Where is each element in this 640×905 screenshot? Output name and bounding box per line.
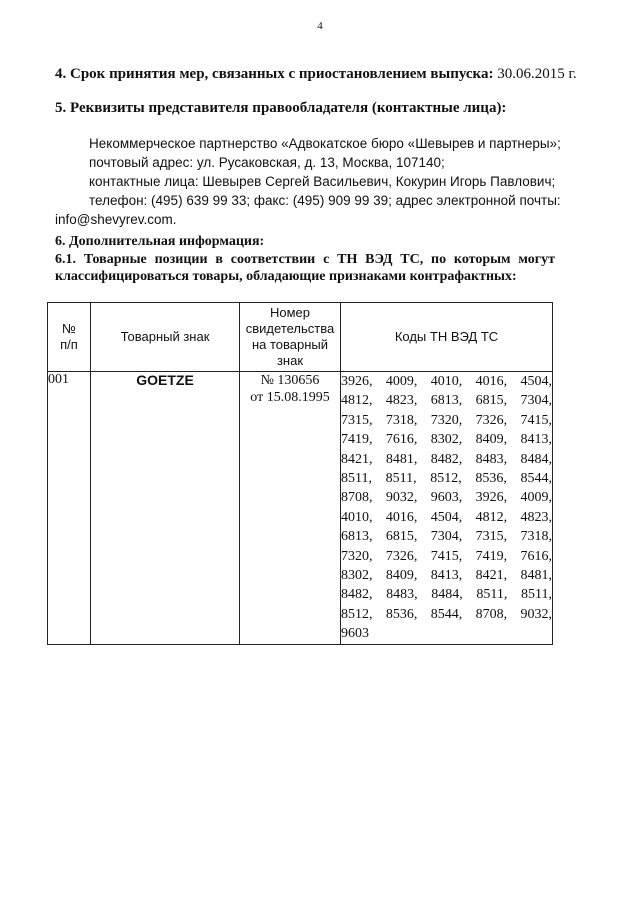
header-mark: Товарный знак (91, 303, 240, 372)
code-line: 8302, 8409, 8413, 8421, 8481, (341, 568, 552, 584)
cell-codes (341, 372, 553, 645)
code-line: 7315, 7318, 7320, 7326, 7415, (341, 412, 552, 428)
section-6-1 (55, 251, 555, 285)
header-num (48, 303, 91, 372)
contact-line-address: почтовый адрес: ул. Русаковская, д. 13, Москва, 107140; (89, 155, 445, 170)
code-line: 3926, 4009, 4010, 4016, 4504, (341, 374, 552, 389)
section-4-value: 30.06.2015 г. (497, 66, 577, 82)
header-num-line-2: п/п (60, 337, 78, 352)
cell-cert-line-2: от 15.08.1995 (250, 390, 330, 405)
code-line: 6813, 6815, 7304, 7315, 7318, (341, 529, 552, 545)
header-codes: Коды ТН ВЭД ТС (341, 303, 553, 372)
code-line: 4812, 4823, 6813, 6815, 7304, (341, 393, 552, 409)
page-number: 4 (317, 20, 323, 32)
section-5-title: 5. Реквизиты представителя правообладателя (контактные лица): (55, 100, 507, 116)
code-line: 7320, 7326, 7415, 7419, 7616, (341, 548, 552, 564)
contact-details (55, 134, 575, 229)
header-cert: Номер свидетельства на товарный знак (240, 303, 341, 372)
code-line: 7419, 7616, 8302, 8409, 8413, (341, 432, 552, 448)
code-line: 4010, 4016, 4504, 4812, 4823, (341, 509, 552, 525)
section-4-label: 4. Срок принятия мер, связанных с приостановлением выпуска: (55, 66, 494, 82)
code-line: 8511, 8511, 8512, 8536, 8544, (341, 471, 552, 487)
code-line: 8421, 8481, 8482, 8483, 8484, (341, 451, 552, 467)
section-6-1-line-1: 6.1. Товарные позиции в соответствии с ТН ВЭД ТС, по которым могут (55, 252, 555, 267)
code-line: 8708, 9032, 9603, 3926, 4009, (341, 490, 552, 506)
code-line: 8512, 8536, 8544, 8708, 9032, (341, 606, 552, 622)
section-6-1-line-2: классифицироваться товары, обладающие признаками контрафактных: (55, 269, 517, 284)
cell-cert (240, 372, 341, 645)
table-row (48, 372, 553, 645)
contact-line-email: info@shevyrev.com. (55, 212, 177, 227)
cell-mark: GOETZE (91, 372, 240, 645)
cell-num: 001 (48, 372, 91, 645)
contact-line-persons: контактные лица: Шевырев Сергей Васильевич, Кокурин Игорь Павлович; (89, 174, 556, 189)
section-4 (55, 66, 577, 83)
header-num-line-1: № (62, 321, 76, 336)
table-header-row (48, 303, 553, 372)
contact-line-phone: телефон: (495) 639 99 33; факс: (495) 909 99 39; адрес электронной почты: (89, 193, 561, 208)
cell-cert-line-1: № 130656 (260, 373, 320, 388)
trademark-table (47, 302, 553, 645)
section-6-title: 6. Дополнительная информация: (55, 234, 265, 249)
code-line: 8482, 8483, 8484, 8511, 8511, (341, 587, 552, 603)
contact-line-organization: Некоммерческое партнерство «Адвокатское бюро «Шевырев и партнеры»; (89, 136, 561, 151)
code-line-last: 9603 (341, 626, 369, 642)
